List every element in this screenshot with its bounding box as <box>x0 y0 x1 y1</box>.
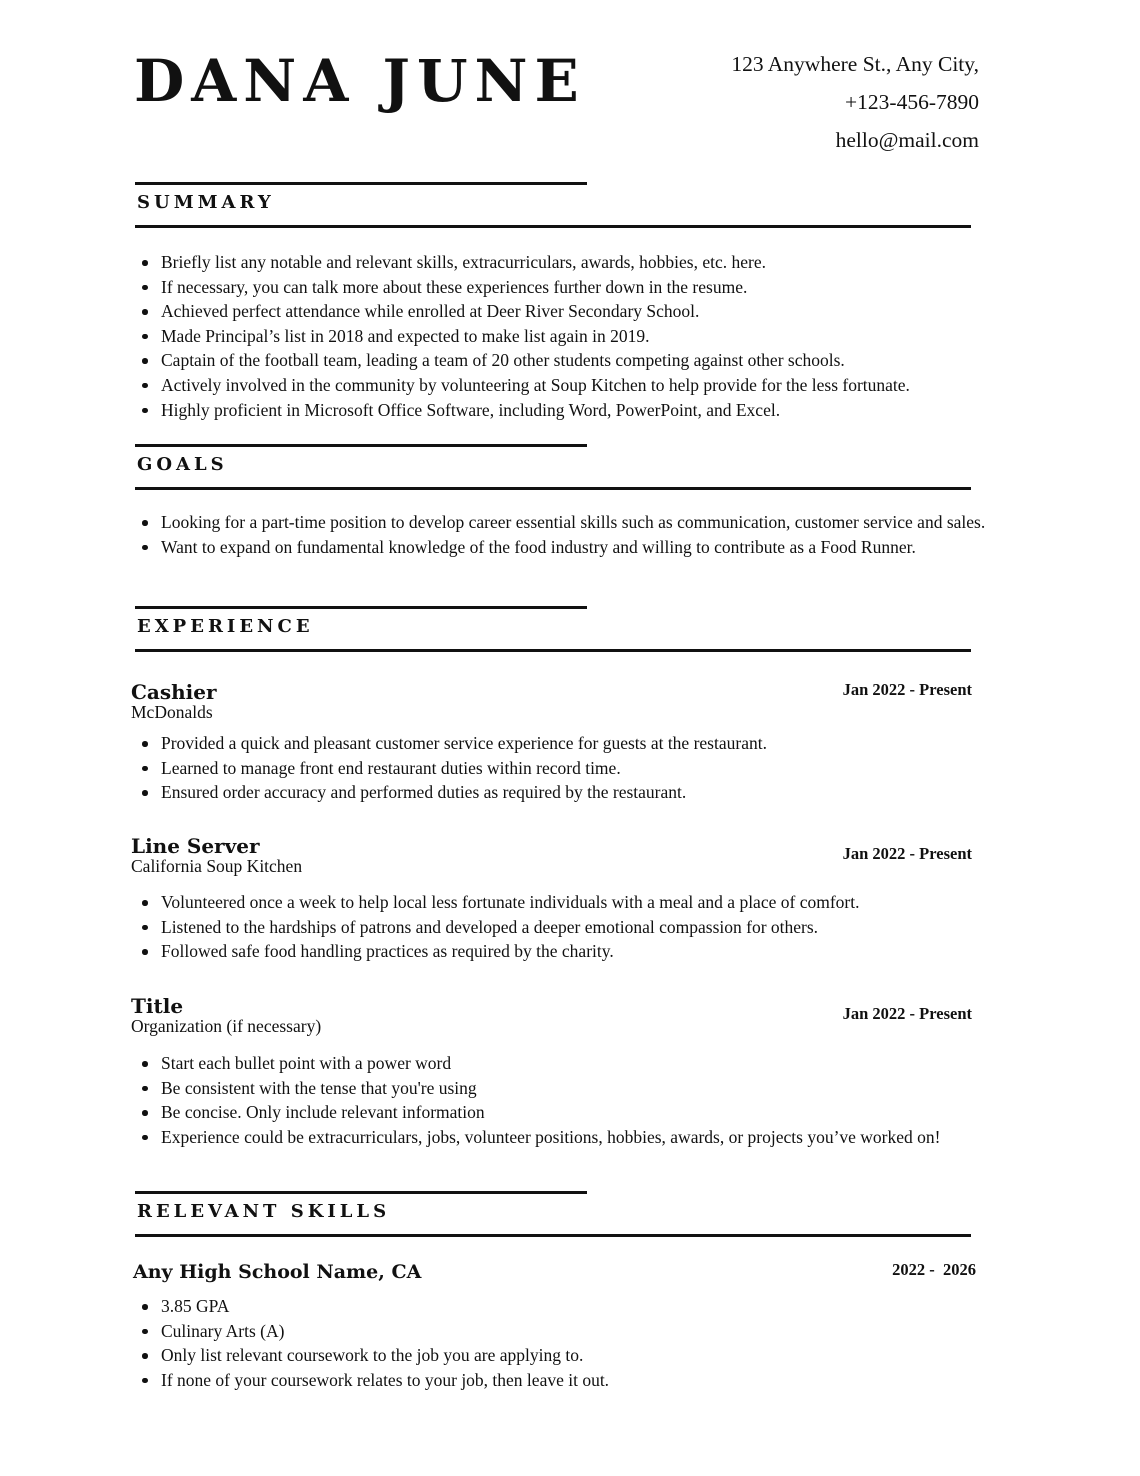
list-item: Be consistent with the tense that you're using <box>161 1076 961 1101</box>
job-organization: McDonalds <box>131 702 213 722</box>
phone: +123-456-7890 <box>845 90 979 114</box>
job-date: Jan 2022 - Present <box>842 680 972 699</box>
skills-list <box>136 1294 1071 1392</box>
job-organization: Organization (if necessary) <box>131 1016 322 1036</box>
list-item: Briefly list any notable and relevant skills, extracurriculars, awards, hobbies, etc. here. <box>161 250 1071 275</box>
list-item: Achieved perfect attendance while enrolled at Deer River Secondary School. <box>161 299 1071 324</box>
job-title: Cashier <box>131 680 217 704</box>
list-item: Learned to manage front end restaurant duties within record time. <box>161 756 1071 781</box>
list-item: Be concise. Only include relevant information <box>161 1100 961 1125</box>
list-item: Experience could be extracurriculars, jobs, volunteer positions, hobbies, awards, or projects you’ve worked on! <box>161 1125 961 1150</box>
school-name: Any High School Name, CA <box>133 1261 422 1283</box>
divider <box>135 444 587 447</box>
divider <box>135 487 971 490</box>
list-item: Listened to the hardships of patrons and developed a deeper emotional compassion for others. <box>161 915 1071 940</box>
list-item: If none of your coursework relates to your job, then leave it out. <box>161 1368 1071 1393</box>
list-item: Want to expand on fundamental knowledge of the food industry and willing to contribute as a Food Runner. <box>161 535 1071 560</box>
job-title: Title <box>131 994 184 1018</box>
job-date: Jan 2022 - Present <box>842 1004 972 1023</box>
section-title-summary: SUMMARY <box>137 192 275 213</box>
list-item: Start each bullet point with a power word <box>161 1051 961 1076</box>
divider <box>135 1191 587 1194</box>
list-item: Provided a quick and pleasant customer service experience for guests at the restaurant. <box>161 731 1071 756</box>
list-item: Captain of the football team, leading a team of 20 other students competing against other schools. <box>161 348 1071 373</box>
job-date: Jan 2022 - Present <box>842 844 972 863</box>
section-goals-heading <box>135 444 971 490</box>
address: 123 Anywhere St., Any City, <box>731 52 979 76</box>
school-date: 2022 - 2026 <box>892 1260 976 1279</box>
job-duties-list <box>136 1051 961 1149</box>
divider <box>135 606 587 609</box>
list-item: Followed safe food handling practices as required by the charity. <box>161 939 1071 964</box>
email: hello@mail.com <box>835 128 979 152</box>
list-item: Looking for a part-time position to develop career essential skills such as communication, customer service and sales. <box>161 510 1071 535</box>
goals-list <box>136 510 1071 559</box>
list-item: Actively involved in the community by volunteering at Soup Kitchen to help provide for the less fortunate. <box>161 373 1071 398</box>
section-title-experience: EXPERIENCE <box>137 616 314 637</box>
list-item: Made Principal’s list in 2018 and expected to make list again in 2019. <box>161 324 1071 349</box>
section-experience-heading <box>135 606 971 652</box>
list-item: Highly proficient in Microsoft Office Software, including Word, PowerPoint, and Excel. <box>161 398 1071 423</box>
contact-block <box>731 45 979 159</box>
resume-name: DANA JUNE <box>134 47 586 115</box>
list-item: Volunteered once a week to help local less fortunate individuals with a meal and a place of comfort. <box>161 890 1071 915</box>
summary-list <box>136 250 1071 422</box>
list-item: If necessary, you can talk more about these experiences further down in the resume. <box>161 275 1071 300</box>
divider <box>135 182 587 185</box>
list-item: Culinary Arts (A) <box>161 1319 1071 1344</box>
job-title: Line Server <box>131 834 260 858</box>
section-title-skills: RELEVANT SKILLS <box>137 1201 391 1222</box>
list-item: Ensured order accuracy and performed duties as required by the restaurant. <box>161 780 1071 805</box>
section-title-goals: GOALS <box>137 454 228 475</box>
list-item: Only list relevant coursework to the job you are applying to. <box>161 1343 1071 1368</box>
divider <box>135 225 971 228</box>
list-item: 3.85 GPA <box>161 1294 1071 1319</box>
section-summary-heading <box>135 182 971 228</box>
divider <box>135 649 971 652</box>
job-duties-list <box>136 731 1071 805</box>
job-duties-list <box>136 890 1071 964</box>
section-skills-heading <box>135 1191 971 1237</box>
divider <box>135 1234 971 1237</box>
job-organization: California Soup Kitchen <box>131 856 303 876</box>
